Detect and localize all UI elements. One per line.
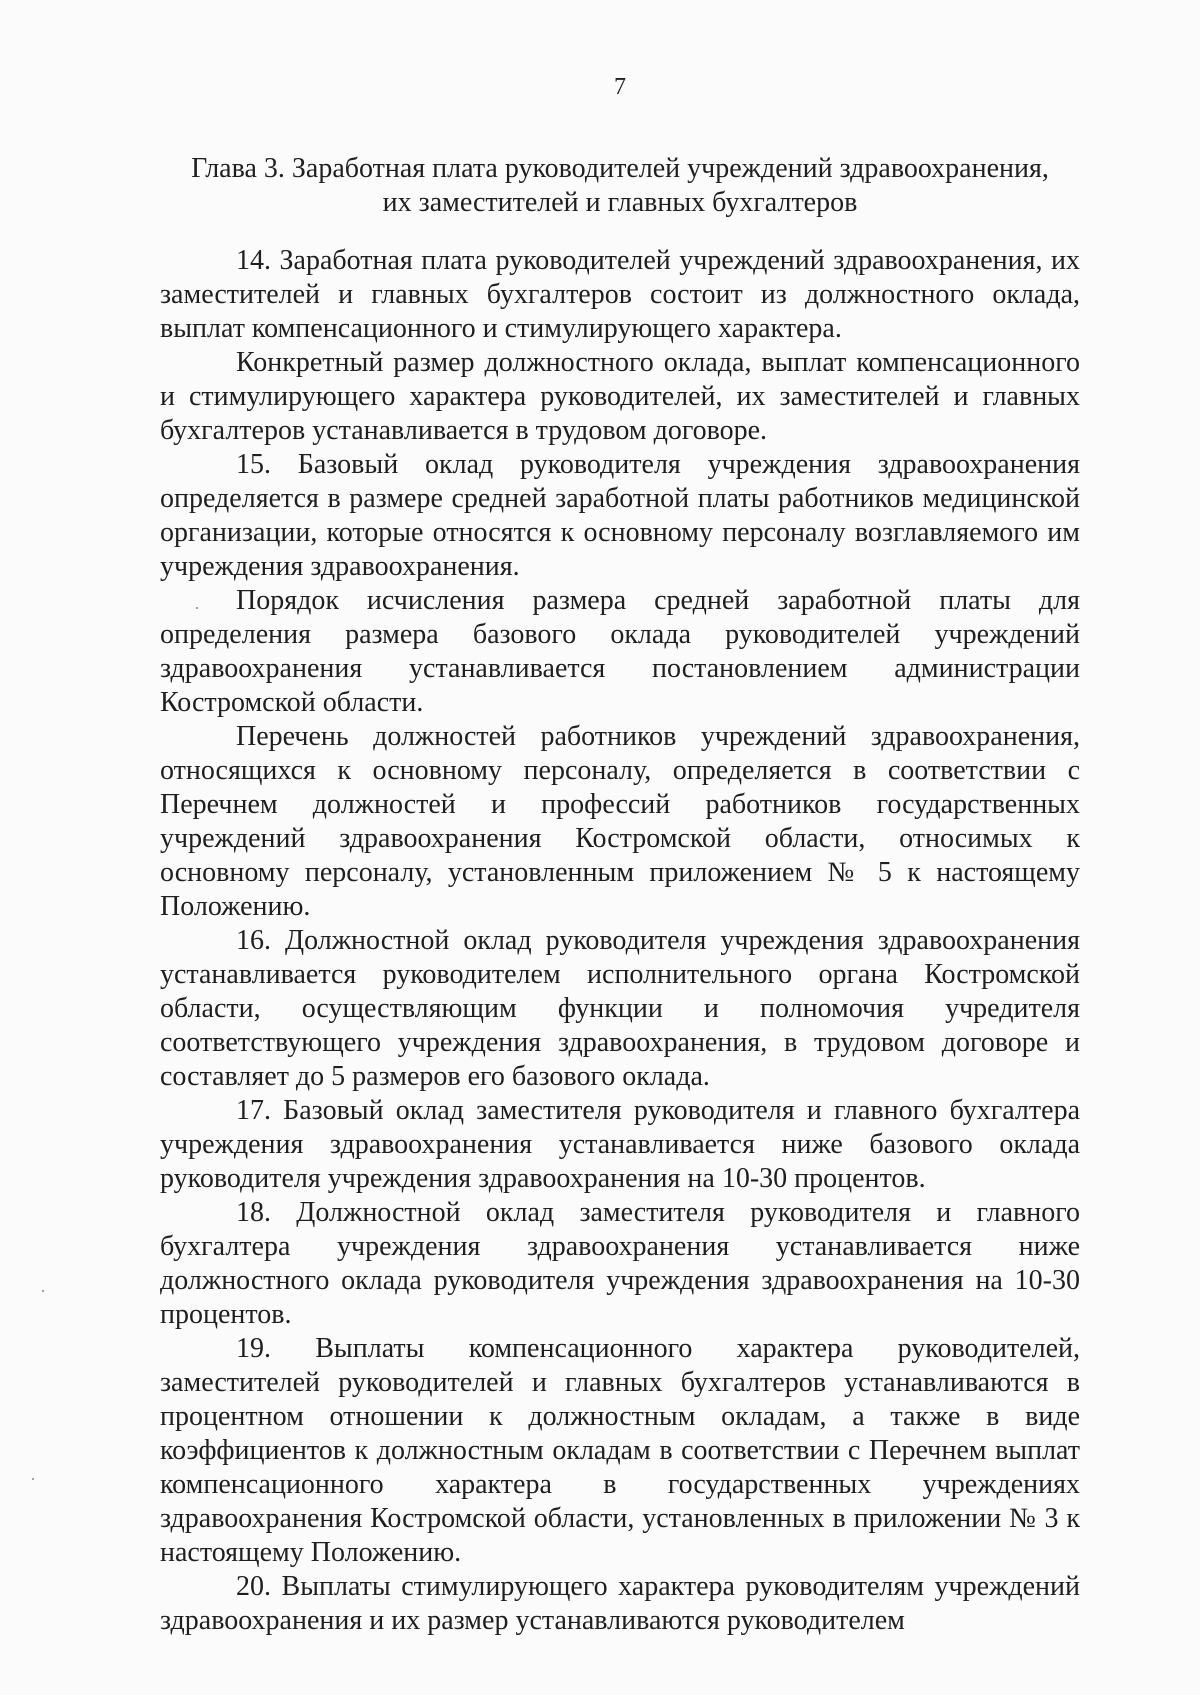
scan-speck: [42, 1290, 44, 1292]
chapter-title-line-2: их заместителей и главных бухгалтеров: [382, 187, 858, 218]
paragraph-20: 20. Выплаты стимулирующего характера руководителям учреждений здравоохранения и их размер устанавливаются руководителем: [160, 1571, 1080, 1636]
chapter-title: [160, 152, 1080, 220]
paragraph-14: 14. Заработная плата руководителей учреждений здравоохранения, их заместителей и главных бухгалтеров состоит из должностного оклада, выплат компенсационного и стимулирующего характера.: [160, 245, 1080, 344]
paragraph-14-contract: Конкретный размер должностного оклада, выплат компенсационного и стимулирующего характера руководителей, их заместителей и главных бухгалтеров устанавливается в трудовом договоре.: [160, 347, 1080, 446]
paragraph-15: 15. Базовый оклад руководителя учреждения здравоохранения определяется в размере средней заработной платы работников медицинской организации, которые относятся к основному персоналу возглавляемого им учреждения здравоохранения.: [160, 449, 1080, 582]
paragraph-19: 19. Выплаты компенсационного характера руководителей, заместителей руководителей и главных бухгалтеров устанавливаются в процентном отношении к должностным окладам, а также в виде коэффициентов к должностным окладам в соответствии с Перечнем выплат компенсационного характера в государственных учреждениях здравоохранения Костромской области, установленных в приложении № 3 к настоящему Положению.: [160, 1333, 1080, 1568]
page-number: 7: [614, 74, 626, 100]
scan-speck: [196, 607, 198, 609]
paragraph-15-calculation: Порядок исчисления размера средней заработной платы для определения размера базового оклада руководителей учреждений здравоохранения устанавливается постановлением администрации Костромской области.: [160, 585, 1080, 718]
scan-speck: [32, 1478, 34, 1480]
document-body: [160, 244, 1080, 1638]
chapter-title-line-1: Глава 3. Заработная плата руководителей учреждений здравоохранения,: [191, 153, 1049, 184]
paragraph-15-positions: Перечень должностей работников учреждений здравоохранения, относящихся к основному персоналу, определяется в соответствии с Перечнем должностей и профессий работников государственных учреждений здравоохранения Костромской области, относимых к основному персоналу, установленным приложением № 5 к настоящему Положению.: [160, 721, 1080, 922]
paragraph-18: 18. Должностной оклад заместителя руководителя и главного бухгалтера учреждения здравоохранения устанавливается ниже должностного оклада руководителя учреждения здравоохранения на 10-30 процентов.: [160, 1197, 1080, 1330]
paragraph-17: 17. Базовый оклад заместителя руководителя и главного бухгалтера учреждения здравоохранения устанавливается ниже базового оклада руководителя учреждения здравоохранения на 10-30 процентов.: [160, 1095, 1080, 1194]
paragraph-16: 16. Должностной оклад руководителя учреждения здравоохранения устанавливается руководителем исполнительного органа Костромской области, осуществляющим функции и полномочия учредителя соответствующего учреждения здравоохранения, в трудовом договоре и составляет до 5 размеров его базового оклада.: [160, 925, 1080, 1092]
